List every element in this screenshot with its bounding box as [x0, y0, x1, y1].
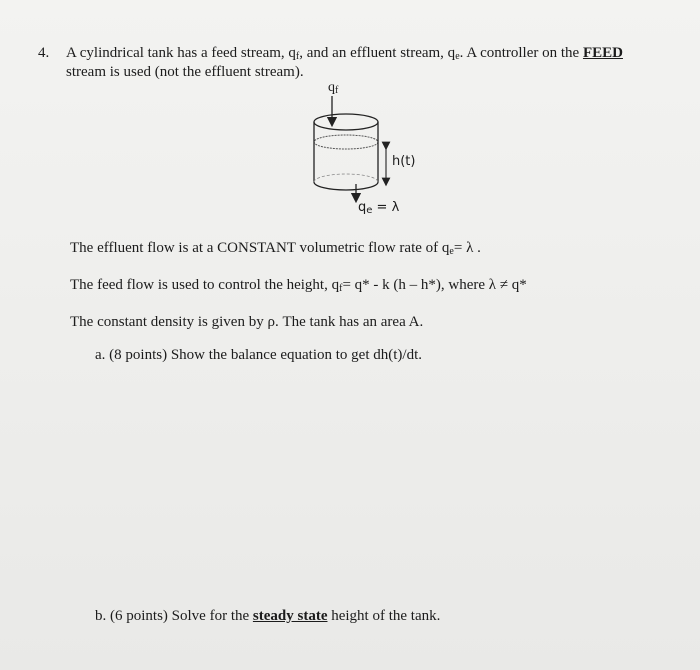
density-statement: The constant density is given by ρ. The tank has an area A.	[70, 314, 424, 330]
feed-statement: The feed flow is used to control the height, $q_f= q* - k$ (h – h*), where λ ≠ q*	[70, 277, 527, 294]
liquid-level	[314, 135, 378, 149]
line1-post: . A controller on the	[459, 45, 583, 61]
tank-diagram	[300, 82, 430, 222]
tank-bottom	[314, 182, 378, 190]
line1-sub-e: e	[455, 51, 460, 62]
effluent-statement: The effluent flow is at a CONSTANT volumetric flow rate of $q_e= \lambda$ .	[70, 240, 481, 257]
part-b: b. (6 points) Solve for the steady state height of the tank.	[95, 608, 441, 624]
line1-pre: A cylindrical tank has a feed stream, q	[66, 45, 296, 61]
feed-word: FEED	[582, 45, 623, 61]
qe-label: $q_e = \lambda$	[358, 200, 400, 216]
line1-mid: , and an effluent stream, q	[299, 45, 456, 61]
height-label: h(t)	[392, 154, 416, 169]
question-line-2: stream is used (not the effluent stream).	[66, 64, 304, 80]
part-a: a. (8 points) Show the balance equation to get dh(t)/dt.	[95, 347, 423, 363]
steady-state-word: steady state	[252, 608, 328, 624]
question-number: 4.	[38, 45, 50, 61]
line1-sub-f: f	[295, 51, 300, 62]
tank-top	[314, 114, 378, 130]
qf-label: $q_f$	[328, 80, 339, 96]
